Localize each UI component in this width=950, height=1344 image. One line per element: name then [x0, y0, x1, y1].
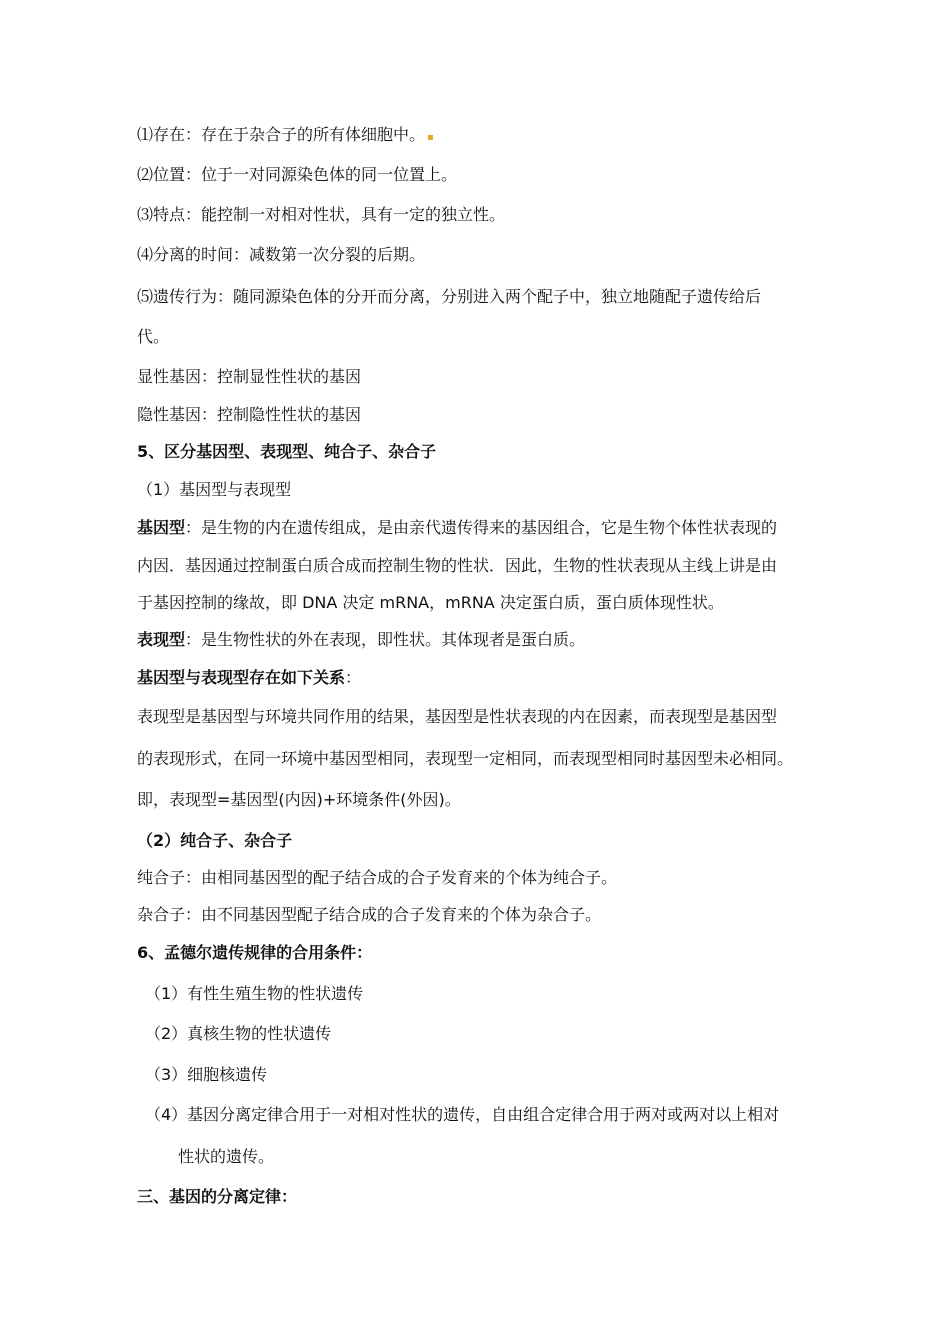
highlight-mark-icon: ▪	[427, 132, 434, 143]
genotype-def-line-2: 内因．基因通过控制蛋白质合成而控制生物的性状．因此，生物的性状表现从主线上讲是由	[137, 556, 778, 575]
allele-existence-line	[137, 124, 434, 149]
relation-line-1: 表现型是基因型与环境共同作用的结果，基因型是性状表现的内在因素，而表现型是基因型	[137, 707, 778, 726]
homozygote-def-line: 纯合子：由相同基因型的配子结合成的合子发育来的个体为纯合子。	[137, 868, 618, 887]
relation-heading: 基因型与表现型存在如下关系	[137, 668, 346, 687]
genotype-def-text: ：是生物的内在遗传组成，是由亲代遗传得来的基因组合，它是生物个体性状表现的	[185, 518, 778, 537]
allele-existence-text: ⑴存在：存在于杂合子的所有体细胞中。	[137, 125, 426, 144]
section-5-heading: 5、区分基因型、表现型、纯合子、杂合子	[137, 442, 437, 461]
relation-formula-line: 即，表现型=基因型(内因)+环境条件(外因)。	[137, 790, 461, 809]
genotype-term: 基因型	[137, 518, 186, 537]
section-6-heading: 6、孟德尔遗传规律的合用条件：	[137, 943, 373, 962]
heterozygote-def-line: 杂合子：由不同基因型配子结合成的合子发育来的个体为杂合子。	[137, 905, 602, 924]
genotype-def-line-3: 于基因控制的缘故，即 DNA 决定 mRNA，mRNA 决定蛋白质，蛋白质体现性状。	[137, 593, 724, 612]
allele-feature-line: ⑶特点：能控制一对相对性状，具有一定的独立性。	[137, 205, 506, 224]
allele-position-line: ⑵位置：位于一对同源染色体的同一位置上。	[137, 165, 458, 184]
condition-item-4-line-2: 性状的遗传。	[178, 1147, 275, 1166]
genotype-def-line-1	[137, 517, 777, 539]
allele-separation-time-line: ⑷分离的时间：减数第一次分裂的后期。	[137, 245, 426, 264]
condition-item-2: （2）真核生物的性状遗传	[145, 1024, 332, 1043]
phenotype-def-text: ：是生物性状的外在表现，即性状。其体现者是蛋白质。	[185, 630, 586, 649]
relation-line-2: 的表现形式，在同一环境中基因型相同，表现型一定相同，而表现型相同时基因型未必相同。	[137, 749, 794, 768]
condition-item-3: （3）细胞核遗传	[145, 1065, 268, 1084]
recessive-gene-line: 隐性基因：控制隐性性状的基因	[137, 405, 362, 424]
allele-behavior-line-2: 代。	[137, 327, 170, 346]
phenotype-def-line	[137, 629, 585, 651]
dominant-gene-line: 显性基因：控制显性性状的基因	[137, 367, 362, 386]
subsection-homozygote-heterozygote: （2）纯合子、杂合子	[137, 831, 293, 850]
allele-behavior-line-1: ⑸遗传行为：随同源染色体的分开而分离，分别进入两个配子中，独立地随配子遗传给后	[137, 287, 762, 306]
relation-heading-line	[137, 667, 361, 689]
relation-colon: ：	[345, 668, 362, 687]
section-3-heading: 三、基因的分离定律：	[137, 1187, 298, 1206]
condition-item-4-line-1: （4）基因分离定律合用于一对相对性状的遗传，自由组合定律合用于两对或两对以上相对	[145, 1105, 780, 1124]
condition-item-1: （1）有性生殖生物的性状遗传	[145, 984, 364, 1003]
phenotype-term: 表现型	[137, 630, 186, 649]
subsection-genotype-phenotype: （1）基因型与表现型	[137, 480, 292, 499]
